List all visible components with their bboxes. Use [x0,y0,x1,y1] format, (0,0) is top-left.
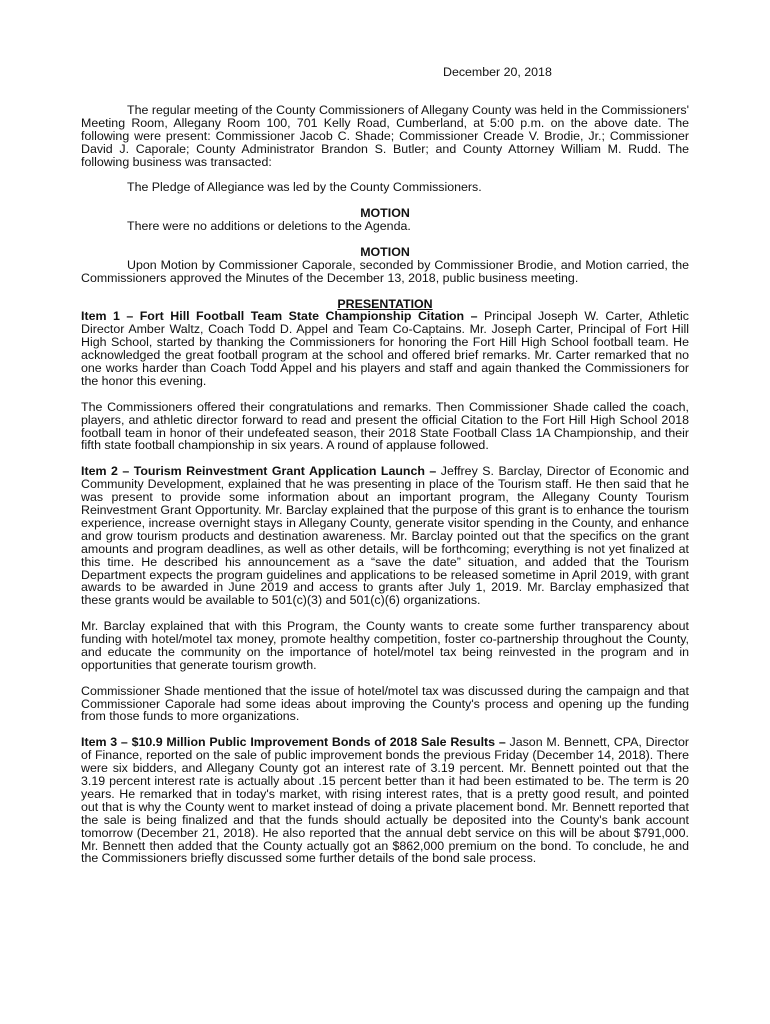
item-2-paragraph-3: Commissioner Shade mentioned that the issue of hotel/motel tax was discussed during the campaign and that Commissioner Caporale had some ideas about improving the County's process and opening up the funding from those funds to more organizations. [81,683,689,724]
item-3-paragraph [81,736,689,865]
motion-text-2: Upon Motion by Commissioner Caporale, seconded by Commissioner Brodie, and Motion carried, the Commissioners approved the Minutes of the December 13, 2018, public business meeting. [81,257,689,285]
motion-heading-1: MOTION [360,206,410,221]
item-2-paragraph-2: Mr. Barclay explained that with this Program, the County wants to create some further transparency about funding with hotel/motel tax money, promote healthy competition, foster co-partnership throughout the County, and educate the community on the importance of hotel/motel tax being reinvested in the program and in opportunities that generate tourism growth. [81,619,689,672]
item-1-title: Item 1 – Fort Hill Football Team State Championship Citation – [81,309,478,324]
item-2-text: Jeffrey S. Barclay, Director of Economic and Community Development, explained that he was presenting in place of the Tourism staff. He then said that he was present to provide some information about an important program, the Allegany County Tourism Reinvestment Grant Opportunity. Mr. Barclay explained that the purpose of this grant is to enhance the tourism experience, increase overnight stays in Allegany County, generate visitor spending in the County, and enhance and grow tourism products and destination awareness. Mr. Barclay pointed out that the specifics on the grant amounts and program deadlines, as well as other details, will be forthcoming; everything is not yet finalized at this time. He described his announcement as a “save the date” situation, and added that the Tourism Department expects the program guidelines and applications to be released sometime in April 2019, with grant awards to be awarded in June 2019 and access to grants after July 1, 2019. Mr. Barclay emphasized that these grants would be available to 501(c)(3) and 501(c)(6) organizations. [81,464,689,608]
motion-text-1: There were no additions or deletions to the Agenda. [127,219,411,234]
item-1-text: Principal Joseph W. Carter, Athletic Director Amber Waltz, Coach Todd D. Appel and Team Co-Captains. Mr. Joseph Carter, Principal of Fort Hill High School, started by thanking the Commissioners for honoring the Fort Hill High School football team. He acknowledged the great football program at the school and offered brief remarks. Mr. Carter remarked that no one works harder than Coach Todd Appel and his players and staff and again thanked the Commissioners for the honor this evening. [81,309,689,388]
item-1-paragraph-2: The Commissioners offered their congratulations and remarks. Then Commissioner Shade called the coach, players, and athletic director forward to read and present the official Citation to the Fort Hill High School 2018 football team in honor of their undefeated season, their 2018 State Football Class 1A Championship, and their fifth state football championship in six years. A round of applause followed. [81,399,689,453]
motion-heading-2: MOTION [360,244,410,259]
minutes-body [81,104,689,865]
presentation-heading: PRESENTATION [337,296,433,311]
item-2-paragraph [81,465,689,607]
pledge-paragraph: The Pledge of Allegiance was led by the County Commissioners. [127,180,482,195]
item-2-title: Item 2 – Tourism Reinvestment Grant Application Launch – [81,464,437,479]
item-3-text: Jason M. Bennett, CPA, Director of Finance, reported on the sale of public improvement bonds the previous Friday (December 14, 2018). There were six bidders, and Allegany County got an interest rate of 3.19 percent. Mr. Bennett pointed out that the 3.19 percent interest rate is actually about .15 percent better than it had been estimated to be. The term is 20 years. He remarked that in today's market, with rising interest rates, that is a pretty good result, and pointed out that is why the County went to market instead of doing a private placement bond. Mr. Bennett reported that the sale is being finalized and that the funds should actually be deposited into the County's bank account tomorrow (December 21, 2018). He also reported that the annual debt service on this will be about $791,000. Mr. Bennett then added that the County actually got an $862,000 premium on the bond. To conclude, he and the Commissioners briefly discussed some further details of the bond sale process. [81,735,689,866]
item-1-paragraph [81,310,689,387]
meeting-date: December 20, 2018 [443,65,552,79]
item-3-title: Item 3 – $10.9 Million Public Improvement Bonds of 2018 Sale Results – [81,735,506,750]
intro-paragraph: The regular meeting of the County Commissioners of Allegany County was held in the Commissioners' Meeting Room, Allegany Room 100, 701 Kelly Road, Cumberland, at 5:00 p.m. on the above date. The following were present: Commissioner Jacob C. Shade; Commissioner Creade V. Brodie, Jr.; Commissioner David J. Caporale; County Administrator Brandon S. Butler; and County Attorney William M. Rudd. The following business was transacted: [81,103,689,169]
